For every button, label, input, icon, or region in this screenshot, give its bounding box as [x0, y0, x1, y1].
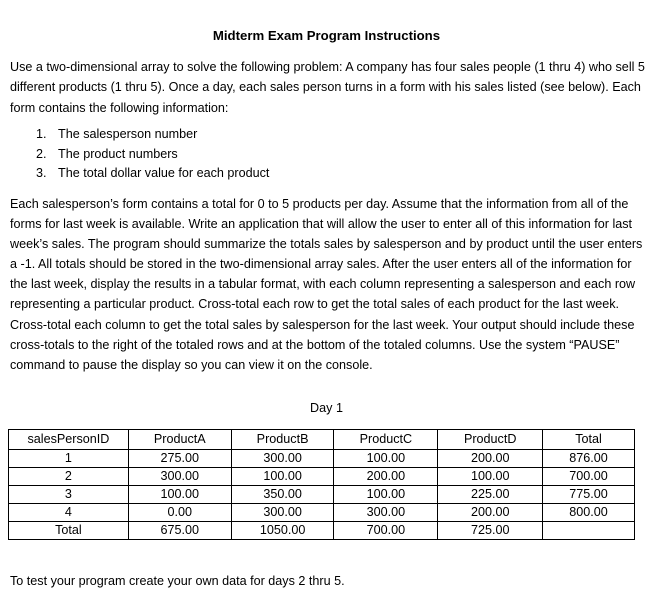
header-total: Total [543, 430, 635, 450]
header-salesperson: salesPersonID [9, 430, 129, 450]
table-row [9, 450, 635, 468]
footer-note: To test your program create your own data for days 2 thru 5. [10, 574, 345, 588]
header-product-a: ProductA [128, 430, 231, 450]
cell-product-a: 300.00 [128, 468, 231, 486]
cell-product-b: 300.00 [231, 504, 334, 522]
cell-product-d: 100.00 [438, 468, 543, 486]
cell-salesperson: 4 [9, 504, 129, 522]
cell-product-d-total: 725.00 [438, 522, 543, 540]
table-row [9, 486, 635, 504]
cell-product-b: 350.00 [231, 486, 334, 504]
cell-product-a: 100.00 [128, 486, 231, 504]
table-total-row [9, 522, 635, 540]
list-item [36, 125, 269, 145]
cell-product-a: 275.00 [128, 450, 231, 468]
cell-total: 775.00 [543, 486, 635, 504]
cell-salesperson: 3 [9, 486, 129, 504]
cell-product-b-total: 1050.00 [231, 522, 334, 540]
list-number: 3. [36, 166, 47, 180]
cell-salesperson: 2 [9, 468, 129, 486]
cell-product-d: 225.00 [438, 486, 543, 504]
cell-product-c: 300.00 [334, 504, 438, 522]
cell-total: 700.00 [543, 468, 635, 486]
cell-total-label: Total [9, 522, 129, 540]
cell-product-c-total: 700.00 [334, 522, 438, 540]
list-number: 1. [36, 127, 47, 141]
list-number: 2. [36, 146, 47, 161]
cell-grand-total [543, 522, 635, 540]
list-item [36, 145, 269, 165]
cell-product-c: 100.00 [334, 450, 438, 468]
cell-product-d: 200.00 [438, 450, 543, 468]
header-product-d: ProductD [438, 430, 543, 450]
cell-product-d: 200.00 [438, 504, 543, 522]
cell-product-c: 100.00 [334, 486, 438, 504]
table-row [9, 468, 635, 486]
cell-product-a: 0.00 [128, 504, 231, 522]
cell-total: 800.00 [543, 504, 635, 522]
cell-product-c: 200.00 [334, 468, 438, 486]
info-list [36, 125, 269, 184]
cell-total: 876.00 [543, 450, 635, 468]
table-header-row [9, 430, 635, 450]
intro-paragraph: Use a two-dimensional array to solve the following problem: A company has four sales people (1 thru 4) who sell 5 different products (1 thru 5). Once a day, each sales person turns in a form with his sales listed (see below). Each form contains the following information: [10, 60, 645, 115]
list-item [36, 164, 269, 184]
cell-salesperson: 1 [9, 450, 129, 468]
header-product-b: ProductB [231, 430, 334, 450]
sales-table [8, 429, 635, 540]
cell-product-b: 300.00 [231, 450, 334, 468]
header-product-c: ProductC [334, 430, 438, 450]
list-text: The total dollar value for each product [58, 166, 270, 180]
instructions-paragraph: Each salesperson’s form contains a total for 0 to 5 products per day. Assume that the information from all of the forms for last week is available. Write an application that will allow the user to enter all of this information for last week’s sales. The program should summarize the totals sales by salesperson and by product until the user enters a -1. All totals should be stored in the two-dimensional array sales. After the user enters all of the information for the last week, display the results in a tabular format, with each column representing a salesperson and each row representing a particular product. Cross-total each row to get the total sales of each product for the last week. Cross-total each column to get the total sales by salesperson for the last week. Your output should include these cross-totals to the right of the totaled rows and at the bottom of the totaled columns. Use the system “PAUSE” command to pause the display so you can view it on the console. [10, 197, 643, 372]
day-label: Day 1 [310, 401, 343, 415]
cell-product-b: 100.00 [231, 468, 334, 486]
list-text: The salesperson number [58, 127, 198, 141]
page-title: Midterm Exam Program Instructions [212, 28, 441, 43]
list-text: The product numbers [58, 146, 178, 161]
table-row [9, 504, 635, 522]
cell-product-a-total: 675.00 [128, 522, 231, 540]
